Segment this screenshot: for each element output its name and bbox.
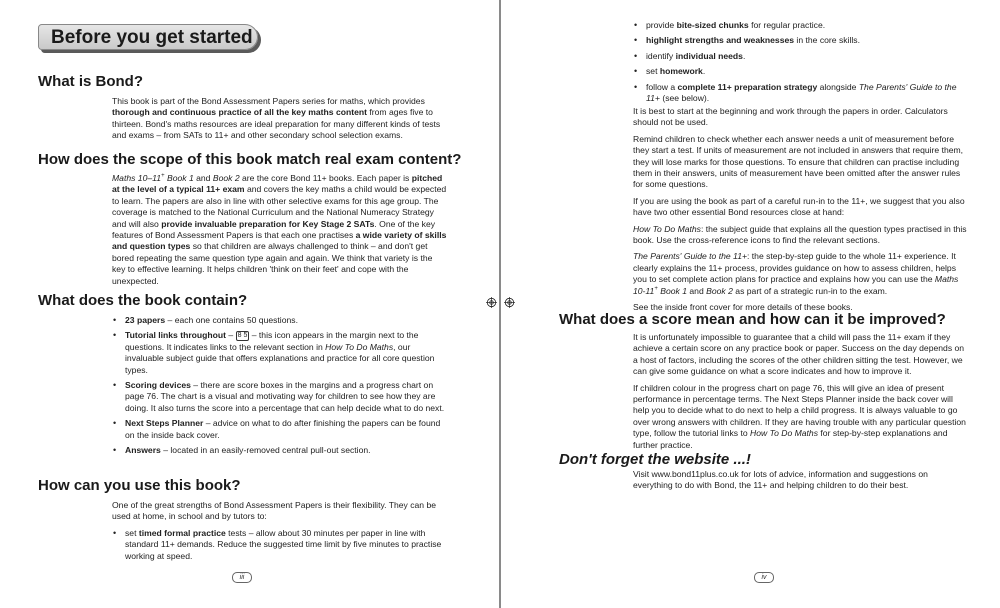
- page-number-right: iv: [754, 572, 774, 583]
- list-item: • identify individual needs.: [646, 51, 963, 62]
- registration-mark-icon: [504, 297, 515, 308]
- right-page: [502, 0, 1000, 608]
- section-heading-how-to-use: How can you use this book?: [38, 477, 241, 494]
- registration-mark-icon: [486, 297, 497, 308]
- page-banner-title: Before you get started: [38, 24, 258, 50]
- scope-paragraph: Maths 10–11+ Book 1 and Book 2 are the core Bond 11+ books. Each paper is pitched at the level of a typical 11+ exam and covers the key maths a child would be expected to learn. The papers are also in line with other selective exams for this age group. The coverage is matched to the National Curriculum and the National Numeracy Strategy and will also provide invaluable preparation for Key Stage 2 SATs. One of the key features of Bond Assessment Papers is that each one practises a wide variety of skills and question types so that children are always challenged to think – and don't get bored repeating the same question type again and again. We think that variety is the key to effective learning. It helps children 'think on their feet' and cope with the unexpected.: [112, 173, 447, 286]
- website-body: [633, 469, 968, 497]
- contents-body: [112, 315, 447, 460]
- list-item: • 23 papers – each one contains 50 questions.: [125, 315, 447, 326]
- section-heading-what-is-bond: What is Bond?: [38, 73, 143, 90]
- contents-list: [112, 315, 447, 456]
- list-item: • provide bite-sized chunks for regular practice.: [646, 20, 963, 31]
- list-item: • Tutorial links throughout – 8 5 – this icon appears in the margin next to the questions. It indicates links to the relevant section in How To Do Maths, our invaluable subject guide that offers explanations and practice for all core question types.: [125, 330, 447, 376]
- list-item: • Next Steps Planner – advice on what to do after finishing the papers can be found on the inside back cover.: [125, 418, 447, 441]
- list-item: • follow a complete 11+ preparation strategy alongside The Parents' Guide to the 11+ (see below).: [646, 82, 963, 105]
- section-heading-scope: How does the scope of this book match real exam content?: [38, 151, 462, 168]
- section-heading-website: Don't forget the website ...!: [559, 451, 751, 468]
- guidance-paragraph: If you are using the book as part of a careful run-in to the 11+, we suggest that you also have two other essential Bond resources close at hand:: [633, 195, 965, 218]
- uses-list: [633, 20, 963, 104]
- guidance-body: [633, 106, 968, 319]
- list-item: • Answers – located in an easily-removed central pull-out section.: [125, 445, 447, 456]
- list-item: • set homework.: [646, 66, 963, 77]
- page-number-left: iii: [232, 572, 252, 583]
- resource-parents-guide: The Parents' Guide to the 11+: the step-by-step guide to the whole 11+ experience. It clearly explains the 11+ process, provides guidance on how to assess children, helps you to set complete action plans for practice and explains how you can use the Maths 10-11+ Book 1 and Book 2 as part of a strategic run-in to the exam.: [633, 251, 959, 296]
- what-is-bond-paragraph: This book is part of the Bond Assessment Papers series for maths, which provides thorough and continuous practice of all the key maths content from ages five to thirteen. Bond's maths resources are ideal preparation for many different kinds of tests and exams – from SATs to 11+ and other secondary school selection exams.: [112, 96, 441, 141]
- score-paragraph: It is unfortunately impossible to guarantee that a child will pass the 11+ exam if they achieve a certain score on any practice book or paper. Success on the day depends on a host of factors, including the scores of the other children sitting the test. However, we can give some guidance on what a score indicates and how to improve it.: [633, 332, 965, 377]
- section-heading-contents: What does the book contain?: [38, 292, 248, 309]
- uses-list-body: [633, 20, 963, 108]
- score-paragraph: If children colour in the progress chart on page 76, this will give an idea of present performance in percentage terms. The Next Steps Planner inside the back cover will help you to decide what to do next to help a child progress. It is always valuable to go over wrong answers with children. If they are having trouble with any particular question type, follow the tutorial links to How To Do Maths for step-by-step explanations and further practice.: [633, 382, 966, 450]
- how-to-use-list: [112, 528, 447, 562]
- tutorial-link-icon: 8 5: [237, 332, 248, 340]
- scope-body: [112, 173, 447, 292]
- what-is-bond-body: [112, 96, 447, 147]
- website-paragraph: Visit www.bond11plus.co.uk for lots of advice, information and suggestions on everything to do with Bond, the 11+ and helping children to do their best.: [633, 469, 928, 491]
- how-to-use-body: [112, 500, 447, 566]
- list-item: • set timed formal practice tests – allow about 30 minutes per paper in line with standard 11+ demands. Reduce the suggested time limit by five minutes to practise working at speed.: [125, 528, 447, 562]
- score-body: [633, 332, 968, 456]
- guidance-paragraph: It is best to start at the beginning and work through the papers in order. Calculators should not be used.: [633, 106, 948, 128]
- list-item: • highlight strengths and weaknesses in the core skills.: [646, 35, 963, 46]
- guidance-paragraph: Remind children to check whether each answer needs a unit of measurement before they start a test. If units of measurement are not included in answers that require them, they will lose marks for those questions. To ensure that children can practise including them in their answers, units of measurement have been omitted after the answer rules for some questions.: [633, 133, 964, 190]
- section-heading-score: What does a score mean and how can it be improved?: [559, 311, 946, 328]
- resource-how-to-do-maths: How To Do Maths: the subject guide that explains all the question types practised in this book. Use the cross-reference icons to find the relevant sections.: [633, 223, 967, 246]
- page-gutter: [499, 0, 501, 608]
- see-cover-note: See the inside front cover for more details of these books.: [633, 302, 853, 313]
- how-to-use-paragraph: One of the great strengths of Bond Assessment Papers is their flexibility. They can be used at home, in school and by tutors to:: [112, 500, 437, 522]
- list-item: • Scoring devices – there are score boxes in the margins and a progress chart on page 76. The chart is a visual and motivating way for children to see how they are doing. It also turns the score into a percentage that can help decide what to do next.: [125, 380, 447, 414]
